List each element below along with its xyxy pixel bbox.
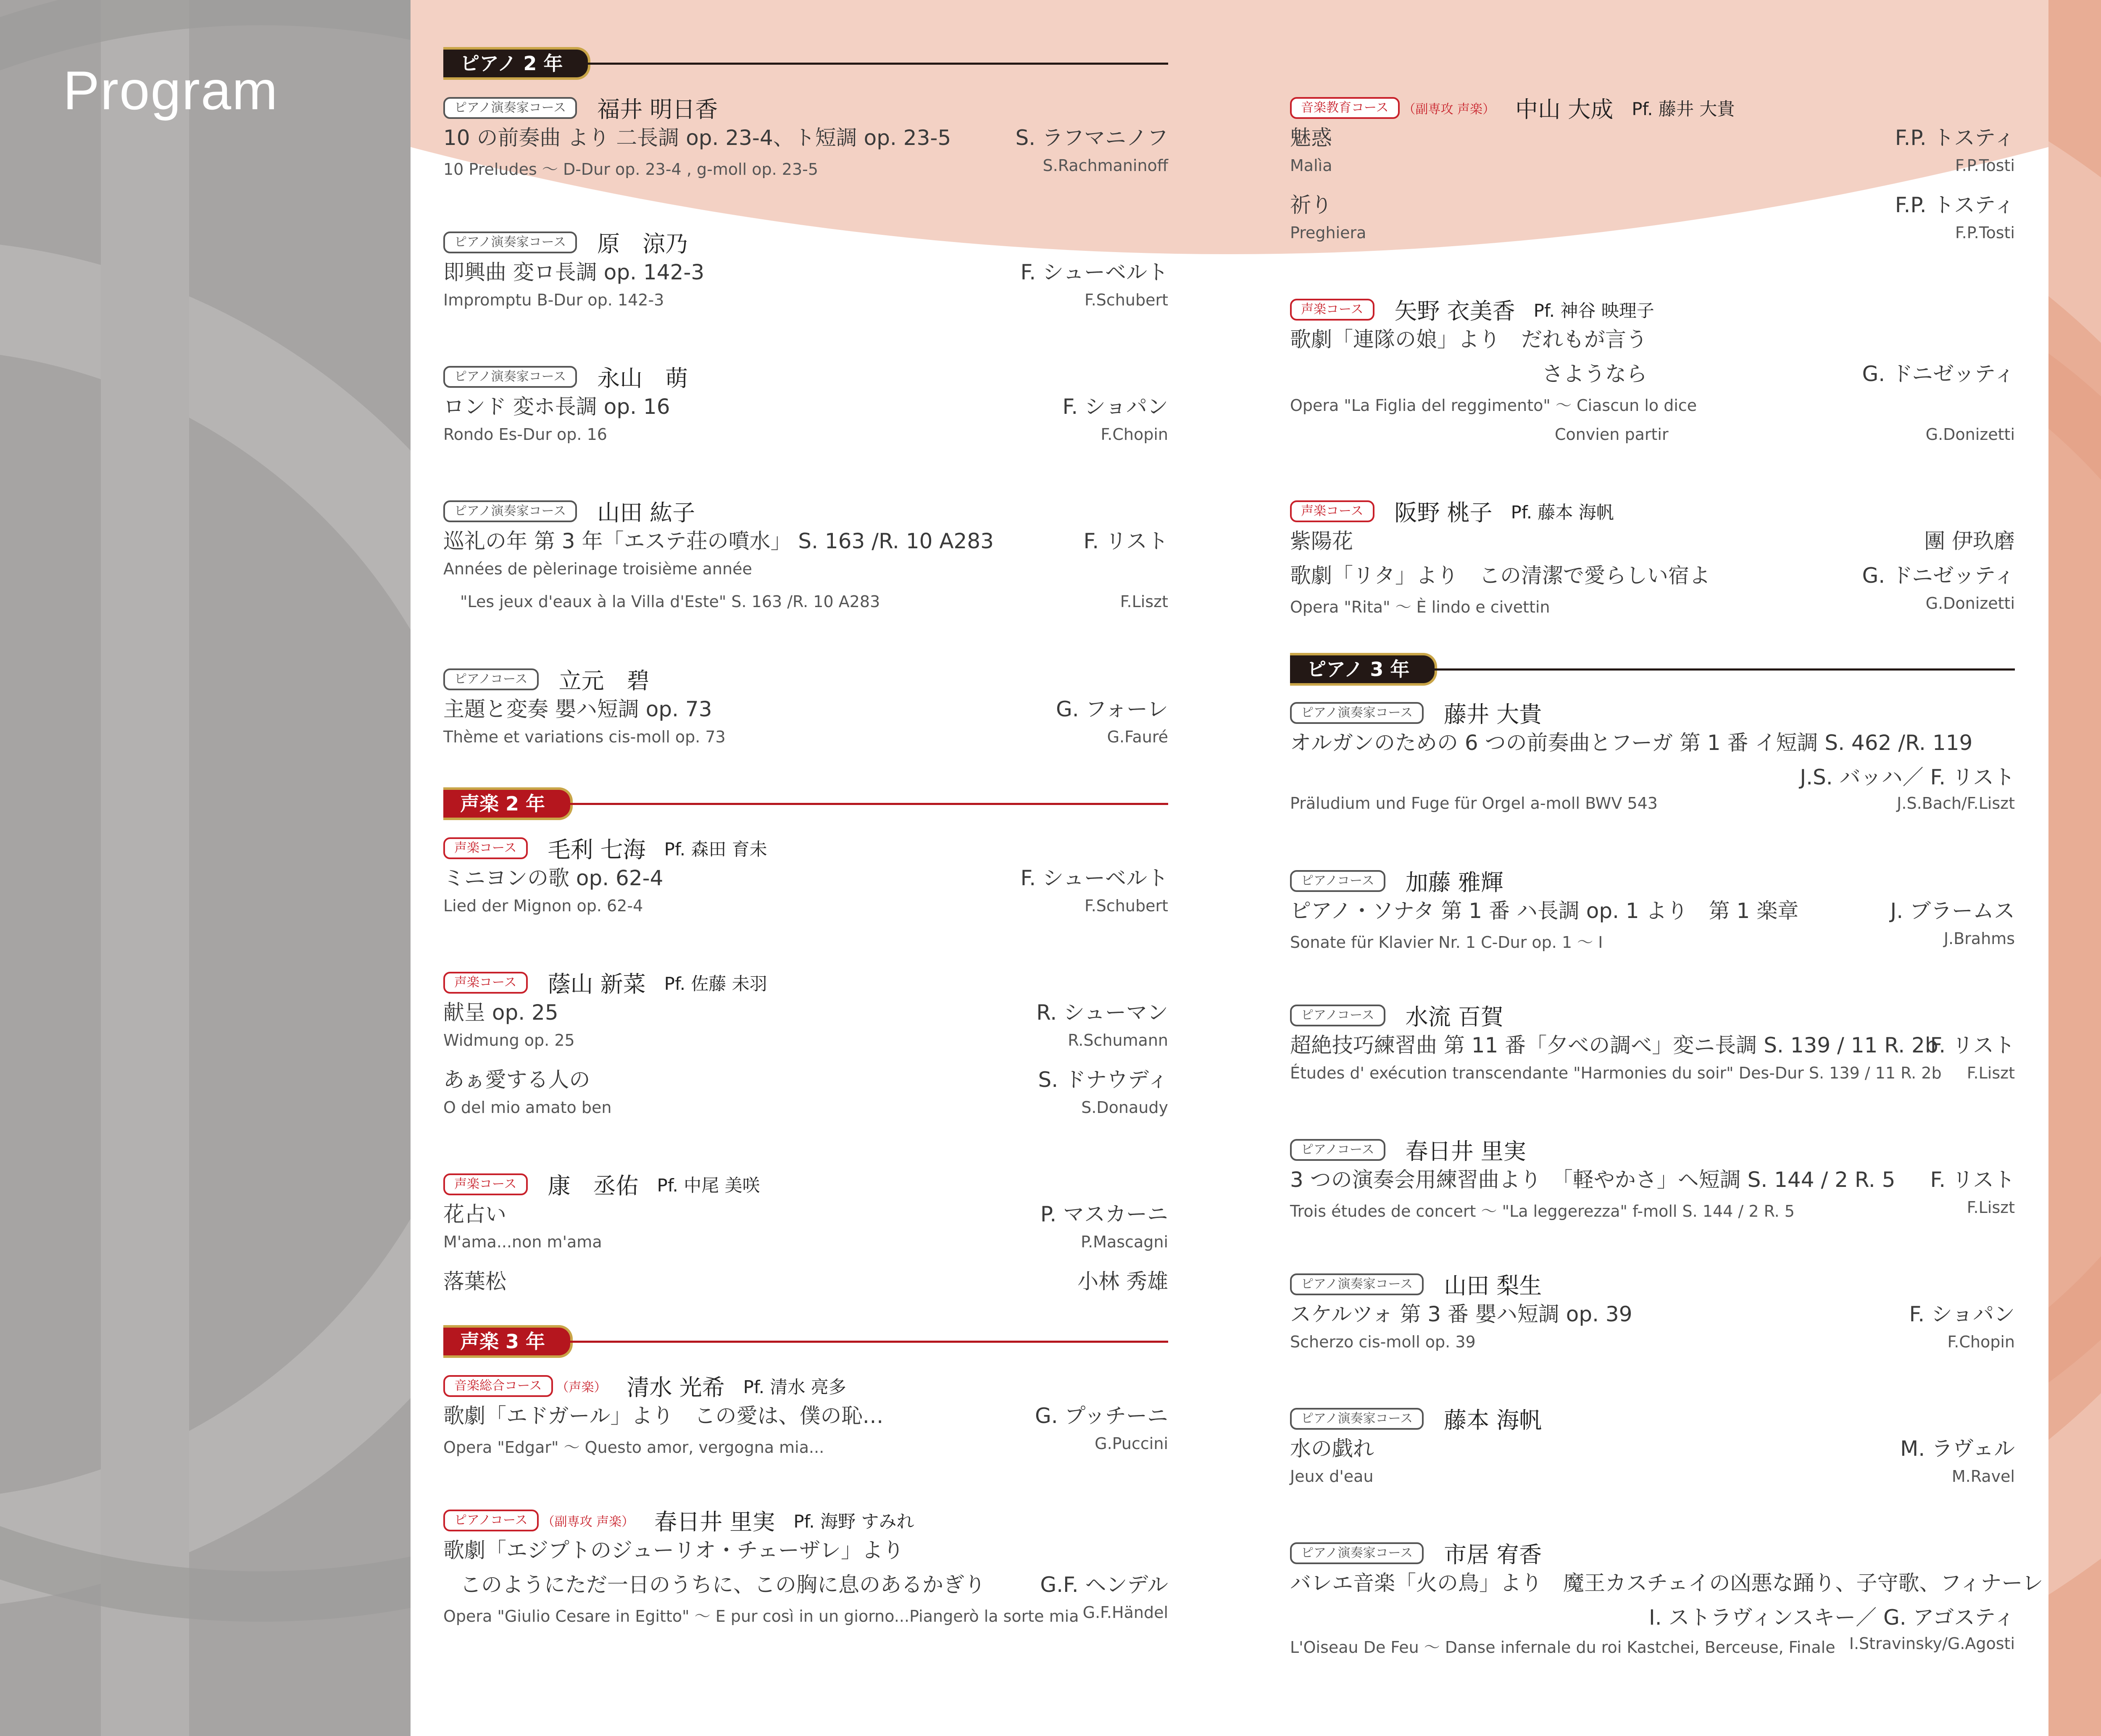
performer-name: 立元 碧: [558, 668, 650, 694]
section-header-piano-2: [443, 50, 1168, 79]
course-badge: ピアノコース: [443, 668, 539, 690]
performer-name: 福井 明日香: [597, 96, 718, 123]
composer: G. プッチーニ: [1035, 1404, 1168, 1428]
piece-title: 花占い: [443, 1202, 506, 1226]
program-entry: [1290, 865, 2015, 959]
pianist-name: Pf. 海野 すみれ: [793, 1511, 914, 1532]
section-rule: [569, 803, 1168, 805]
composer: M. ラヴェル: [1900, 1436, 2015, 1461]
left-ornament: [0, 0, 411, 1736]
course-badge: ピアノ演奏家コース: [1290, 702, 1424, 724]
composer: F. ショパン: [1062, 395, 1168, 419]
composer-original: F.Liszt: [1967, 1064, 2015, 1082]
composer: P. マスカーニ: [1040, 1202, 1168, 1226]
section-header-voice-2: [443, 790, 1168, 819]
performer-name: 阪野 桃子: [1394, 500, 1493, 526]
performer-name: 春日井 里実: [654, 1509, 775, 1535]
piece-title-original: Thème et variations cis-moll op. 73: [443, 728, 726, 746]
composer: R. シューマン: [1036, 1000, 1168, 1025]
composer: F. リスト: [1930, 1168, 2015, 1192]
piece-title: 巡礼の年 第 3 年「エステ荘の噴水」 S. 163 /R. 10 A283: [443, 529, 994, 553]
composer-original: G.Fauré: [1107, 728, 1168, 746]
performer-name: 山田 紘子: [597, 500, 695, 526]
right-decorative-panel: [2048, 0, 2101, 1736]
piece-title-original: Convien partir: [1555, 425, 1669, 444]
composer-original: G.Donizetti: [1925, 594, 2015, 613]
performer-name: 毛利 七海: [548, 836, 646, 863]
composer-original: S.Rachmaninoff: [1043, 156, 1168, 175]
piece-title-original: Opera "Giulio Cesare in Egitto" ～ E pur così in un giorno...Piangerò la sorte mia: [443, 1607, 1079, 1626]
performer-name: 康 丞佑: [548, 1173, 639, 1199]
piece-title-original: Widmung op. 25: [443, 1031, 575, 1049]
piece-title-original: Präludium und Fuge für Orgel a-moll BWV 543: [1290, 794, 1658, 813]
composer-original: F.Liszt: [1967, 1198, 2015, 1217]
composer: 小林 秀雄: [1077, 1269, 1168, 1294]
performer-name: 清水 光希: [627, 1374, 725, 1401]
composer-original: F.Schubert: [1084, 291, 1168, 309]
program-entry: [443, 92, 1168, 186]
course-badge: 声楽コース: [1290, 500, 1374, 522]
piece-title: あぁ愛する人の: [443, 1068, 590, 1092]
piece-title-original: 10 Preludes ～ D-Dur op. 23-4 , g-moll op. 23-5: [443, 160, 819, 179]
piece-title: 3 つの演奏会用練習曲より 「軽やかさ」ヘ短調 S. 144 / 2 R. 5: [1290, 1168, 1896, 1192]
section-header-piano-3: [1290, 655, 2015, 685]
program-entry: [1290, 999, 2015, 1093]
program-entry: [443, 1168, 1168, 1297]
section-rule: [569, 1341, 1168, 1343]
course-badge: 声楽コース: [1290, 299, 1374, 321]
composer: F. リスト: [1083, 529, 1168, 553]
piece-title: オルガンのための 6 つの前奏曲とフーガ 第 1 番 イ短調 S. 462 /R. 119: [1290, 731, 1973, 755]
section-label: ピアノ 3 年: [1290, 653, 1437, 686]
performer-name: 矢野 衣美香: [1394, 298, 1515, 324]
program-entry: [1290, 92, 2015, 253]
performer-name: 市居 宥香: [1444, 1541, 1542, 1568]
right-ornament: [2048, 0, 2101, 1736]
composer: S. ドナウディ: [1038, 1068, 1168, 1092]
program-entry: [443, 832, 1168, 926]
program-entry: [1290, 1134, 2015, 1228]
composer: I. ストラヴィンスキー／ G. アゴスティ: [1649, 1605, 2015, 1630]
performer-name: 藤本 海帆: [1444, 1407, 1542, 1434]
performer-name: 加藤 雅輝: [1405, 869, 1503, 896]
section-label: 声楽 3 年: [443, 1325, 573, 1358]
composer-original: J.S.Bach/F.Liszt: [1897, 794, 2015, 813]
performer-name: 永山 萌: [597, 365, 688, 392]
piece-title: 歌劇「エドガール」より この愛は、僕の恥…: [443, 1404, 884, 1428]
piece-title-original: O del mio amato ben: [443, 1098, 612, 1117]
piece-title: 献呈 op. 25: [443, 1000, 558, 1025]
composer-original: F.Chopin: [1947, 1333, 2015, 1351]
left-decorative-panel: [0, 0, 411, 1736]
program-entry: [1290, 1268, 2015, 1362]
pianist-name: Pf. 森田 育未: [664, 839, 767, 860]
piece-title-original: Malìa: [1290, 156, 1332, 175]
performer-name: 山田 梨生: [1444, 1273, 1542, 1299]
course-badge: ピアノ演奏家コース: [443, 231, 577, 253]
course-badge: ピアノコース: [1290, 870, 1385, 892]
program-entry: [1290, 697, 2015, 823]
piece-title: 歌劇「連隊の娘」より だれもが言う: [1290, 327, 1647, 352]
composer: F.P. トスティ: [1895, 193, 2015, 217]
course-badge: ピアノ演奏家コース: [1290, 1273, 1424, 1295]
pianist-name: Pf. 神谷 映理子: [1533, 300, 1654, 321]
program-entry: [1290, 1402, 2015, 1497]
piece-title-original: "Les jeux d'eaux à la Villa d'Este" S. 163 /R. 10 A283: [460, 592, 880, 611]
composer-original: S.Donaudy: [1081, 1098, 1168, 1117]
piece-title-original: Études d' exécution transcendante "Harmonies du soir" Des-Dur S. 139 / 11 R. 2b: [1290, 1064, 1942, 1082]
composer-original: G.Donizetti: [1925, 425, 2015, 444]
pianist-name: Pf. 佐藤 未羽: [664, 973, 767, 994]
course-badge: 声楽コース: [443, 1173, 528, 1195]
piece-title-original: Impromptu B-Dur op. 142-3: [443, 291, 664, 309]
pianist-name: Pf. 藤本 海帆: [1511, 502, 1614, 523]
composer: F. シューベルト: [1020, 866, 1168, 890]
section-header-voice-3: [443, 1328, 1168, 1357]
piece-title: 魅惑: [1290, 126, 1332, 150]
piece-title-original: Preghiera: [1290, 224, 1366, 242]
piece-title: 超絶技巧練習曲 第 11 番「夕べの調べ」変ニ長調 S. 139 / 11 R. 2b: [1290, 1033, 1938, 1057]
piece-title: 歌劇「リタ」より この清潔で愛らしい宿よ: [1290, 563, 1710, 588]
composer: S. ラフマニノフ: [1015, 126, 1168, 150]
program-entry: [443, 1370, 1168, 1464]
composer: G.F. ヘンデル: [1040, 1573, 1168, 1597]
piece-title-original: Années de pèlerinage troisième année: [443, 560, 752, 578]
composer: F. シューベルト: [1020, 260, 1168, 284]
program-entry: [443, 226, 1168, 320]
piece-title-original: Rondo Es-Dur op. 16: [443, 425, 607, 444]
composer-original: J.Brahms: [1943, 929, 2015, 948]
piece-title: 祈り: [1290, 193, 1332, 217]
piece-title: ミニヨンの歌 op. 62-4: [443, 866, 663, 890]
course-badge: ピアノ演奏家コース: [1290, 1542, 1424, 1564]
piece-title: バレエ音楽「火の鳥」より 魔王カスチェイの凶悪な踊り、子守歌、フィナーレ: [1290, 1571, 2043, 1595]
piece-title: さようなら: [1542, 362, 1647, 386]
composer-original: R.Schumann: [1068, 1031, 1168, 1049]
composer-original: F.Liszt: [1120, 592, 1168, 611]
course-badge: 音楽教育コース: [1290, 97, 1400, 119]
section-rule: [1416, 668, 2015, 671]
program-entry: [443, 663, 1168, 757]
course-badge: ピアノコース: [1290, 1139, 1385, 1161]
piece-title: 落葉松: [443, 1269, 506, 1294]
piece-title: 歌劇「エジプトのジューリオ・チェーザレ」より: [443, 1538, 904, 1562]
course-note: （声楽）: [556, 1380, 607, 1395]
piece-title: ロンド 変ホ長調 op. 16: [443, 395, 670, 419]
piece-title: このようにただ一日のうちに、この胸に息のあるかぎり: [460, 1573, 985, 1597]
piece-title: 10 の前奏曲 より 二長調 op. 23-4、ト短調 op. 23-5: [443, 126, 951, 150]
program-entry: [1290, 293, 2015, 455]
course-note: （副専攻 声楽）: [1403, 102, 1495, 117]
pianist-name: Pf. 清水 亮多: [743, 1376, 846, 1397]
course-badge: ピアノコース: [443, 1510, 539, 1531]
piece-title-original: Trois études de concert ～ "La leggerezza" f-moll S. 144 / 2 R. 5: [1290, 1202, 1795, 1220]
composer: G. ドニゼッティ: [1862, 362, 2015, 386]
program-entry: [443, 1504, 1168, 1633]
piece-title-original: M'ama...non m'ama: [443, 1233, 602, 1251]
piece-title-original: Lied der Mignon op. 62-4: [443, 897, 643, 915]
composer-original: G.F.Händel: [1082, 1603, 1168, 1622]
course-badge: 声楽コース: [443, 972, 528, 994]
composer-original: F.P.Tosti: [1955, 224, 2015, 242]
composer-original: I.Stravinsky/G.Agosti: [1849, 1634, 2015, 1653]
composer: J. ブラームス: [1890, 899, 2015, 923]
composer: G. ドニゼッティ: [1862, 563, 2015, 588]
pianist-name: Pf. 藤井 大貴: [1632, 98, 1735, 119]
program-entry: [443, 966, 1168, 1128]
piece-title-original: Scherzo cis-moll op. 39: [1290, 1333, 1476, 1351]
performer-name: 藤井 大貴: [1444, 701, 1542, 728]
course-badge: ピアノ演奏家コース: [443, 500, 577, 522]
program-entry: [1290, 1537, 2043, 1664]
piece-title-original: Jeux d'eau: [1290, 1467, 1374, 1486]
performer-name: 原 涼乃: [597, 231, 688, 257]
composer-original: P.Mascagni: [1081, 1233, 1168, 1251]
piece-title: スケルツォ 第 3 番 嬰ハ短調 op. 39: [1290, 1302, 1632, 1326]
composer-original: F.Schubert: [1084, 897, 1168, 915]
composer-original: G.Puccini: [1095, 1434, 1168, 1453]
piece-title: ピアノ・ソナタ 第 1 番 ハ長調 op. 1 より 第 1 楽章: [1290, 899, 1799, 923]
composer: F.P. トスティ: [1895, 126, 2015, 150]
piece-title: 水の戯れ: [1290, 1436, 1374, 1461]
section-rule: [569, 63, 1168, 65]
course-badge: ピアノ演奏家コース: [443, 97, 577, 119]
composer-original: F.Chopin: [1101, 425, 1168, 444]
piece-title-original: Opera "La Figlia del reggimento" ～ Ciascun lo dice: [1290, 396, 1697, 415]
performer-name: 中山 大成: [1515, 96, 1614, 123]
composer: F. リスト: [1930, 1033, 2015, 1057]
composer-original: F.P.Tosti: [1955, 156, 2015, 175]
piece-title-original: Opera "Edgar" ～ Questo amor, vergogna mia...: [443, 1438, 824, 1457]
course-badge: ピアノ演奏家コース: [1290, 1408, 1424, 1430]
performer-name: 水流 百賀: [1405, 1004, 1503, 1030]
performer-name: 春日井 里実: [1405, 1138, 1526, 1165]
program-entry: [443, 360, 1168, 455]
piece-title: 紫陽花: [1290, 529, 1353, 553]
pianist-name: Pf. 中尾 美咲: [657, 1175, 760, 1196]
piece-title-original: Opera "Rita" ～ È lindo e civettin: [1290, 598, 1550, 616]
composer: 團 伊玖磨: [1924, 529, 2015, 553]
course-note: （副専攻 声楽）: [542, 1514, 635, 1529]
course-badge: 声楽コース: [443, 837, 528, 859]
program-entry: [443, 495, 1168, 622]
program-title: Program: [63, 60, 279, 121]
course-badge: ピアノ演奏家コース: [443, 366, 577, 388]
course-badge: ピアノコース: [1290, 1005, 1385, 1026]
section-label: 声楽 2 年: [443, 787, 573, 820]
composer: J.S. バッハ／ F. リスト: [1800, 765, 2015, 789]
piece-title-original: L'Oiseau De Feu ～ Danse infernale du roi Kastchei, Berceuse, Finale: [1290, 1638, 1835, 1657]
composer: F. ショパン: [1909, 1302, 2015, 1326]
section-label: ピアノ 2 年: [443, 47, 590, 80]
program-entry: [1290, 495, 2015, 623]
piece-title-original: Sonate für Klavier Nr. 1 C-Dur op. 1 ～ I: [1290, 933, 1603, 952]
piece-title: 即興曲 変ロ長調 op. 142-3: [443, 260, 705, 284]
piece-title: 主題と変奏 嬰ハ短調 op. 73: [443, 697, 712, 721]
composer-original: M.Ravel: [1951, 1467, 2015, 1486]
performer-name: 蔭山 新菜: [548, 971, 646, 997]
composer: G. フォーレ: [1056, 697, 1168, 721]
course-badge: 音楽総合コース: [443, 1375, 553, 1397]
